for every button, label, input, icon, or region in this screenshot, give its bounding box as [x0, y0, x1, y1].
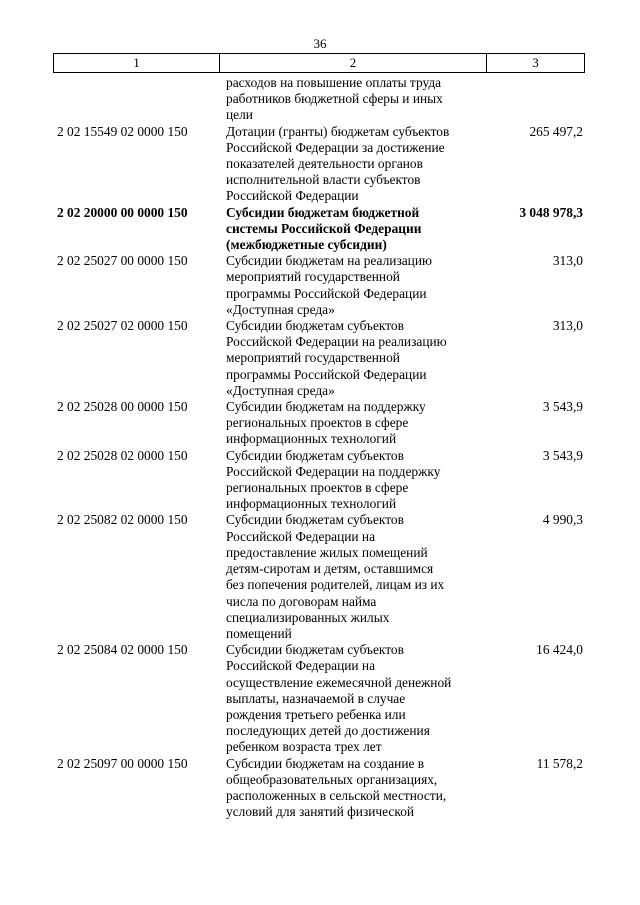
revenue-name	[219, 318, 486, 399]
table-row	[53, 448, 585, 513]
table-row	[53, 75, 585, 124]
revenue-name-line: расположенных в сельской местности,	[226, 787, 447, 803]
budget-code: 2 02 25028 00 0000 150	[57, 399, 188, 415]
revenue-name-line: Российской Федерации за достижение	[226, 139, 445, 155]
revenue-name-line: детям-сиротам и детям, оставшимся	[226, 561, 434, 577]
revenue-name-line: программы Российской Федерации	[226, 366, 427, 382]
revenue-name	[219, 253, 486, 318]
amount: 3 543,9	[542, 447, 583, 463]
revenue-name-line: Российской Федерации	[226, 188, 359, 204]
revenue-name-line: общеобразовательных организациях,	[226, 771, 438, 787]
column-header-2: 2	[220, 54, 487, 72]
revenue-name-line: системы Российской Федерации	[226, 220, 422, 236]
revenue-name-line: Субсидии бюджетам бюджетной	[226, 204, 420, 220]
revenue-name-line: региональных проектов в сфере	[226, 480, 409, 496]
budget-code: 2 02 25027 00 0000 150	[57, 253, 188, 269]
revenue-name-line: условий для занятий физической	[226, 804, 415, 820]
page-number: 36	[313, 36, 327, 51]
revenue-name-line: «Доступная среда»	[226, 301, 335, 317]
revenue-name-line: цели	[226, 107, 253, 123]
revenue-name-line: «Доступная среда»	[226, 382, 335, 398]
budget-code: 2 02 25028 02 0000 150	[57, 447, 188, 463]
budget-code: 2 02 20000 00 0000 150	[57, 204, 188, 220]
table-row	[53, 253, 585, 318]
revenue-name-line: специализированных жилых	[226, 609, 390, 625]
revenue-name-line: мероприятий государственной	[226, 350, 400, 366]
budget-code: 2 02 25084 02 0000 150	[57, 642, 188, 658]
revenue-name-line: предоставление жилых помещений	[226, 544, 428, 560]
revenue-name-line: выплаты, назначаемой в случае	[226, 690, 406, 706]
revenue-name	[219, 642, 486, 755]
table-row	[53, 399, 585, 448]
revenue-name-line: рождения третьего ребенка или	[226, 706, 406, 722]
revenue-name-line: осуществление ежемесячной денежной	[226, 674, 452, 690]
table-row	[53, 756, 585, 821]
revenue-name	[219, 756, 486, 821]
budget-code: 2 02 25097 00 0000 150	[57, 755, 188, 771]
revenue-name-line: Субсидии бюджетам на создание в	[226, 755, 425, 771]
revenue-name-line: Субсидии бюджетам на поддержку	[226, 399, 426, 415]
revenue-name-line: последующих детей до достижения	[226, 723, 430, 739]
table-row	[53, 205, 585, 254]
table-row	[53, 642, 585, 755]
revenue-name-line: помещений	[226, 625, 292, 641]
revenue-name-line: работников бюджетной сферы и иных	[226, 91, 443, 107]
revenue-name-line: ребенком возраста трех лет	[226, 739, 382, 755]
column-header-1: 1	[54, 54, 220, 72]
revenue-name-line: Субсидии бюджетам субъектов	[226, 318, 404, 334]
revenue-name-line: Российской Федерации на поддержку	[226, 463, 441, 479]
revenue-name-line: без попечения родителей, лицам из их	[226, 577, 445, 593]
revenue-name-line: исполнительной власти субъектов	[226, 172, 421, 188]
revenue-name-line: программы Российской Федерации	[226, 285, 427, 301]
amount: 3 048 978,3	[519, 204, 583, 220]
amount: 313,0	[552, 253, 583, 269]
revenue-name-line: Субсидии бюджетам субъектов	[226, 512, 404, 528]
revenue-name	[219, 448, 486, 513]
revenue-name-line: информационных технологий	[226, 431, 397, 447]
revenue-name	[219, 399, 486, 448]
budget-code: 2 02 25027 02 0000 150	[57, 318, 188, 334]
budget-code: 2 02 15549 02 0000 150	[57, 123, 188, 139]
revenue-name-line: (межбюджетные субсидии)	[226, 237, 387, 253]
revenue-name-line: расходов на повышение оплаты труда	[226, 75, 442, 90]
revenue-name	[219, 512, 486, 642]
revenue-name	[219, 124, 486, 205]
revenue-name-line: показателей деятельности органов	[226, 156, 423, 172]
revenue-name-line: информационных технологий	[226, 496, 397, 512]
table-header	[53, 53, 585, 73]
amount: 4 990,3	[542, 512, 583, 528]
revenue-name-line: Субсидии бюджетам субъектов	[226, 642, 404, 658]
table-row	[53, 318, 585, 399]
table-row	[53, 512, 585, 642]
amount: 265 497,2	[529, 123, 583, 139]
revenue-name-line: региональных проектов в сфере	[226, 415, 409, 431]
revenue-name-line: Субсидии бюджетам на реализацию	[226, 253, 433, 269]
revenue-name-line: Дотации (гранты) бюджетам субъектов	[226, 123, 450, 139]
amount: 3 543,9	[542, 399, 583, 415]
revenue-name-line: Российской Федерации на	[226, 528, 376, 544]
revenue-name-line: числа по договорам найма	[226, 593, 377, 609]
revenue-name	[219, 205, 486, 254]
table-body	[53, 75, 585, 820]
revenue-name-line: мероприятий государственной	[226, 269, 400, 285]
budget-code: 2 02 25082 02 0000 150	[57, 512, 188, 528]
revenue-name	[219, 75, 486, 124]
revenue-name-line: Российской Федерации на реализацию	[226, 334, 447, 350]
amount: 16 424,0	[536, 642, 583, 658]
amount: 313,0	[552, 318, 583, 334]
column-header-3: 3	[532, 55, 539, 70]
table-row	[53, 124, 585, 205]
revenue-name-line: Российской Федерации на	[226, 658, 376, 674]
revenue-name-line: Субсидии бюджетам субъектов	[226, 447, 404, 463]
amount: 11 578,2	[536, 755, 583, 771]
